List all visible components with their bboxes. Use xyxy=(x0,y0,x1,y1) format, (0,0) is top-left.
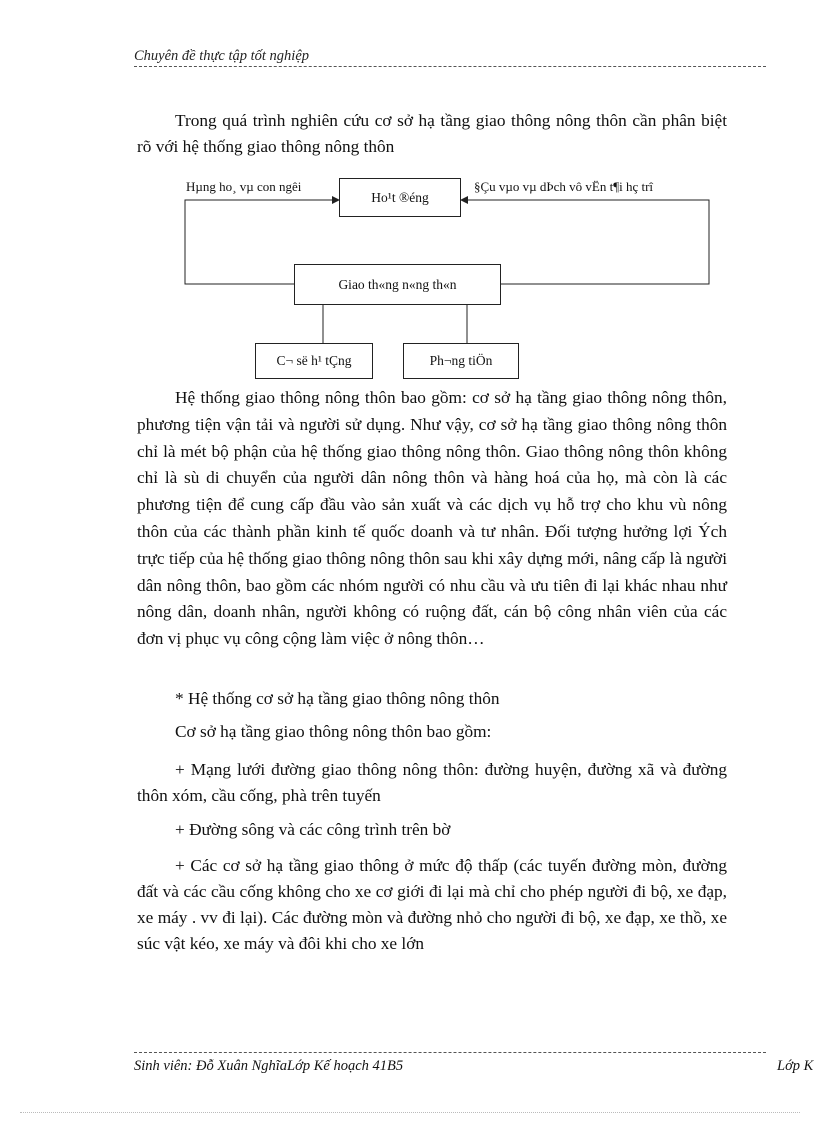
rural-transport-box: Giao th«ng n«ng th«n xyxy=(294,264,501,305)
goods-and-people-label: Hµng ho¸ vµ con ngêi xyxy=(186,179,302,194)
footer-divider xyxy=(134,1052,766,1053)
heading-infrastructure: * Hệ thống cơ sở hạ tầng giao thông nông thôn xyxy=(175,689,500,708)
page-header: Chuyên đề thực tập tốt nghiệp xyxy=(134,48,310,64)
paragraph-system: Hệ thống giao thông nông thôn bao gồm: cơ sở hạ tầng giao thông nông thôn, phương tiện vận tải và người sử dụng. Như vậy, cơ sở hạ tầng giao thông nông thôn chỉ là mét bộ phận của hệ thống giao thông nông thôn. Giao thông nông thôn không chỉ là sù di chuyển của người dân nông thôn và hàng hoá của họ, mà còn là các phương tiện để cung cấp đầu vào sản xuất và các dịch vụ hỗ trợ cho khu vù nông thôn của các thành phần kinh tế quốc doanh và tư nhân. Đối tượng hưởng lợi Ých trực tiếp của hệ thống giao thông nông thôn sau khi xây dựng mới, nâng cấp là người dân nông thôn, bao gồm các nhóm người có nhu cầu và ưu tiên đi lại khác nhau như nông dân, doanh nhân, người không có ruộng đất, cán bộ công nhân viên của các đơn vị phục vụ công cộng làm việc ở nông thôn… xyxy=(137,388,727,649)
right-flow-line xyxy=(461,200,709,284)
paragraph-intro: Trong quá trình nghiên cứu cơ sở hạ tầng giao thông nông thôn cần phân biệt rõ với hệ thống giao thông nông thôn xyxy=(137,111,727,156)
paragraph-includes: Cơ sở hạ tầng giao thông nông thôn bao gồm: xyxy=(175,722,492,741)
header-divider xyxy=(134,66,766,67)
infrastructure-box: C¬ së h¹ tÇng xyxy=(255,343,373,379)
activity-box: Ho¹t ®éng xyxy=(339,178,461,217)
list-item-rivers: + Đường sông và các công trình trên bờ xyxy=(175,820,451,839)
vehicles-box: Ph¬ng tiÖn xyxy=(403,343,519,379)
list-item-low-level: + Các cơ sở hạ tầng giao thông ở mức độ thấp (các tuyến đường mòn, đường đất và các cầu cống không cho xe cơ giới đi lại mà chỉ cho phép người đi bộ, xe đạp, xe máy . vv đi lại). Các đường mòn và đường nhỏ cho người đi bộ, xe đạp, xe thồ, xe súc vật kéo, xe máy và đôi khi cho xe lớn xyxy=(137,856,727,953)
inputs-and-services-label: §Çu vµo vµ dÞch vô vËn t¶i hç trî xyxy=(474,179,654,194)
page-bottom-border xyxy=(20,1112,800,1113)
list-item-roads: + Mạng lưới đường giao thông nông thôn: đường huyện, đường xã và đường thôn xóm, cầu cống, phà trên tuyến xyxy=(137,760,727,805)
left-flow-line xyxy=(185,200,339,284)
footer-class: Lớp K xyxy=(777,1058,814,1074)
footer-student-info: Sinh viên: Đỗ Xuân NghĩaLớp Kế hoạch 41B5 xyxy=(134,1058,404,1074)
